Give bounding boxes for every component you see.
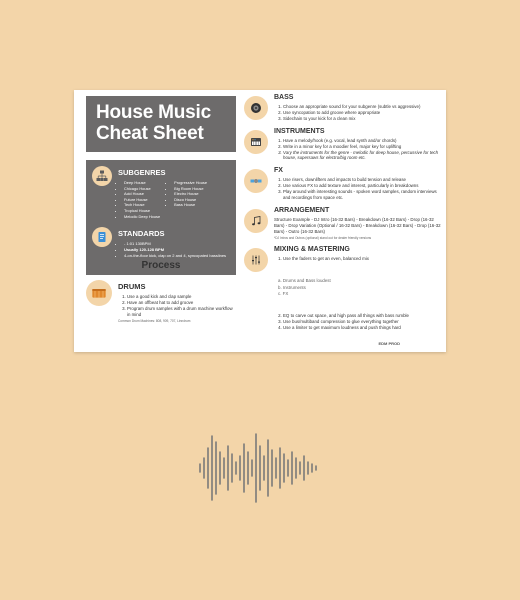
speaker-icon <box>244 96 268 120</box>
music-note-icon <box>244 209 268 233</box>
subgenres-col-1 <box>118 180 160 219</box>
list-item: • Bass House <box>174 202 207 208</box>
list-item: 2. Have an offbeat hat to add groove <box>127 300 236 306</box>
page-title <box>86 96 236 144</box>
drums-note: Common Drum Machines: 808, 909, 707, Linndrum <box>118 318 191 323</box>
fx-section <box>244 167 442 201</box>
title-panel <box>86 96 236 275</box>
process-heading: Process <box>141 260 181 271</box>
mix-sub-list <box>274 278 409 298</box>
drums-heading: DRUMS <box>118 282 146 291</box>
list-item: • Future House <box>124 197 160 203</box>
brand-logo: EDM PROD <box>378 341 400 346</box>
subgenres-list <box>118 180 207 219</box>
subgenres-heading: SUBGENRES <box>118 168 166 177</box>
arrangement-structure: Structure Example - DJ Intro (16-32 Bars) - Breakdown (16-32 Bars) - Drop (16-32 Bars) - Drop Variation (Optional / 16-32 Bars) - Breakdown (16-32 Bars) - Drop (16-32 Bars) - Outro (16-32 Bars) <box>274 216 441 234</box>
bass-heading: BASS <box>274 94 294 101</box>
drum-icon <box>86 280 112 306</box>
drums-section <box>86 280 236 323</box>
process-section <box>86 260 236 323</box>
list-item: 3. Play around with interesting sounds - spoken word samples, random interviews and recordings from space etc. <box>283 189 442 201</box>
waveform-icon <box>198 428 322 508</box>
list-item: • - 1:01 130BPM <box>124 241 226 247</box>
mixing-section <box>244 246 442 331</box>
standards-list <box>118 241 226 258</box>
list-item: • Progressive House <box>174 180 207 186</box>
list-item: 2. EQ to carve out space, and high pass all things with bass rumble <box>283 313 409 319</box>
list-item: 2. Use syncopation to add groove where appropriate <box>283 110 420 116</box>
divider <box>86 152 236 160</box>
fx-heading: FX <box>274 167 283 175</box>
document-icon <box>92 227 112 247</box>
overview-panel <box>86 160 236 275</box>
keyboard-icon <box>244 130 268 154</box>
standards-section <box>92 227 230 258</box>
list-item: 1. Choose an appropriate sound for your subgenre (subtle vs aggressive) <box>283 104 420 110</box>
title-line-1: House Music <box>96 102 211 123</box>
list-item: • Acid House <box>124 191 160 197</box>
list-item: c. FX <box>278 291 289 297</box>
list-item: 3. Vary the instruments for the genre - melodic for deep house, percussive for tech house, supersaws for electro/big room etc. <box>283 150 442 162</box>
standards-heading: STANDARDS <box>118 229 165 239</box>
arrangement-section <box>244 207 442 240</box>
list-item: 3. Sidechain to your kick for a clean mix <box>283 116 420 122</box>
list-item: • Electro House <box>174 191 207 197</box>
list-item: • Tropical House <box>124 208 160 214</box>
subgenres-section <box>92 166 230 219</box>
sliders-icon <box>244 248 268 272</box>
list-item: 1. Use risers, downlifters and impacts to build tension and release <box>283 177 442 183</box>
list-item: • Deep House <box>124 180 160 186</box>
list-item: 1. Have a melody/hook (e.g. vocal, lead synth and/or chords) <box>283 138 442 144</box>
list-item: 2. Use various FX to add texture and interest, particularly in breakdowns <box>283 183 442 189</box>
list-item: • Tech House <box>124 202 160 208</box>
list-item: 3. Use bus/multiband compression to glue everything together <box>283 319 409 325</box>
list-item: 1. Use a good kick and clap sample <box>127 294 236 300</box>
title-line-2: Cheat Sheet <box>96 123 204 144</box>
satellite-icon <box>244 169 268 193</box>
list-item: • Chicago House <box>124 186 160 192</box>
list-item: • Disco House <box>174 197 207 203</box>
subgenres-col-2 <box>168 180 207 219</box>
left-column <box>74 90 236 352</box>
instruments-section <box>244 128 442 162</box>
right-column <box>244 94 442 337</box>
mixing-heading: MIXING & MASTERING <box>274 245 350 253</box>
list-item: 1. Use the faders to get an even, balanced mix <box>283 256 409 262</box>
list-item: 4. Use a limiter to get maximum loudness and push things hard <box>283 325 409 331</box>
list-item: • 4-on-the-floor kick, clap on 2 and 4, syncopated basslines <box>124 253 226 259</box>
instruments-heading: INSTRUMENTS <box>274 127 325 135</box>
list-item: • Melodic Deep House <box>124 214 160 220</box>
cheat-sheet <box>74 90 446 352</box>
arrangement-heading: ARRANGEMENT <box>274 206 330 214</box>
list-item: 2. Write in a minor key for a moodier feel, major key for uplifting <box>283 144 442 150</box>
list-item: 3. Program drum samples with a drum machine workflow in mind <box>127 306 236 318</box>
drums-steps <box>118 294 236 318</box>
arrangement-note: *DJ Intros and Outros (optional) stand out for dealer friendly versions <box>274 235 372 240</box>
bass-section <box>244 94 442 122</box>
list-item: b. Instruments <box>278 284 306 290</box>
list-item: • Big Room House <box>174 186 207 192</box>
list-item: a. Drums and Bass loudest <box>278 277 331 283</box>
hierarchy-icon <box>92 166 112 186</box>
list-item: • Usually 120-128 BPM <box>124 247 226 253</box>
